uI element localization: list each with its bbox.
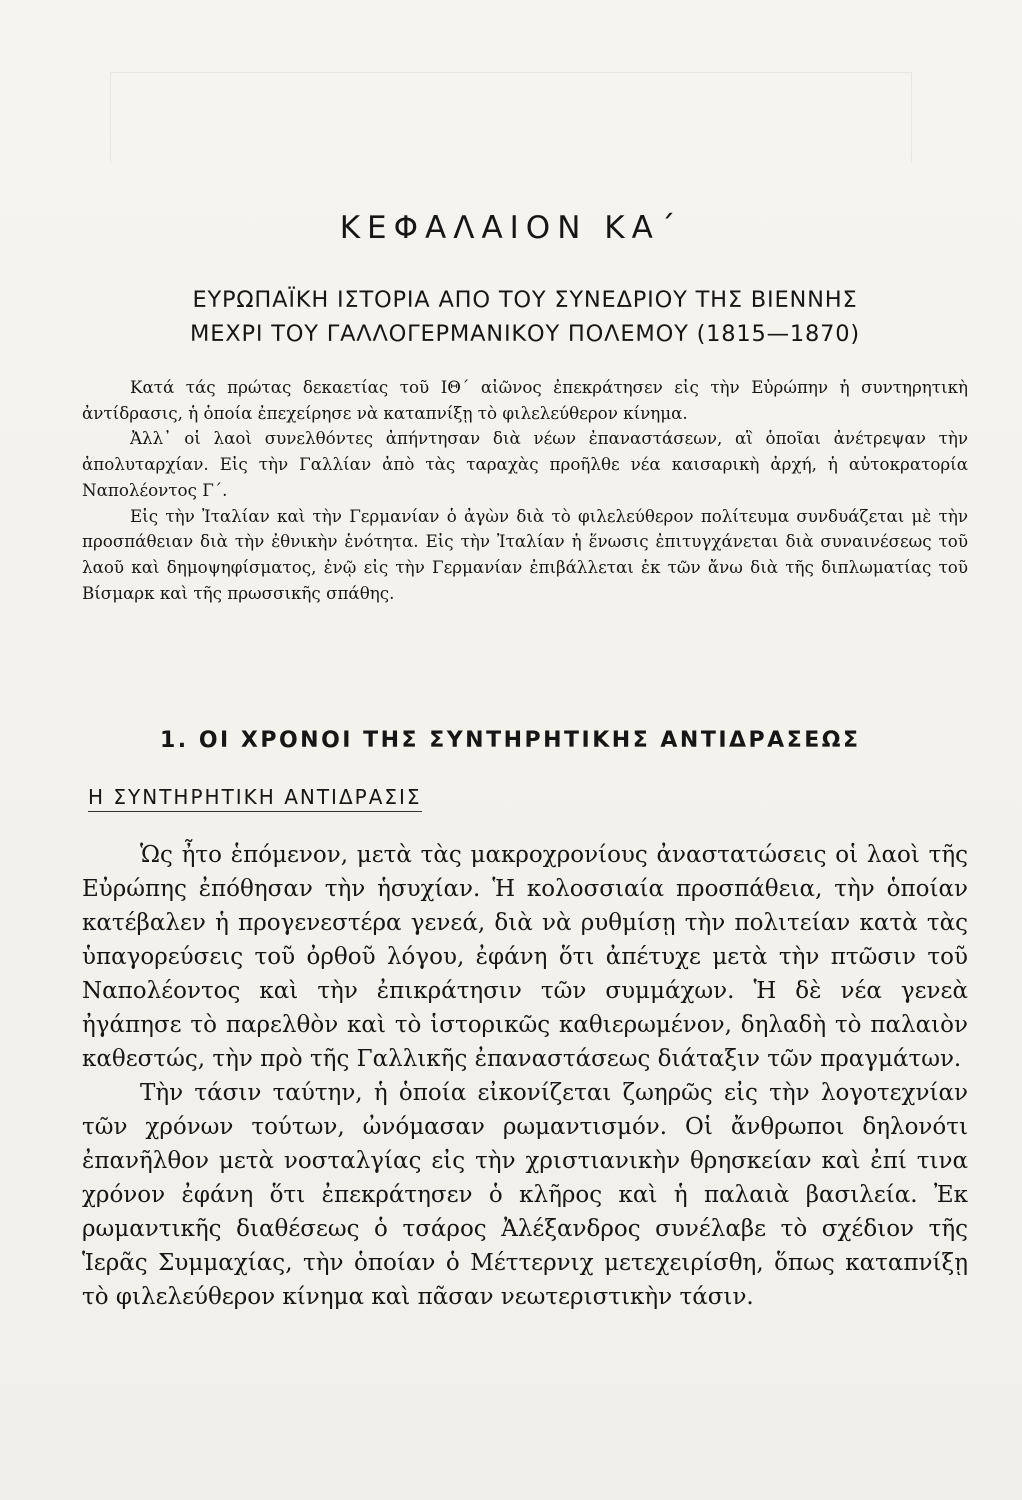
chapter-summary	[82, 375, 968, 606]
body-paragraph: Ὡς ἦτο ἑπόμενον, μετὰ τὰς μακροχρονίους ἀναστατώσεις οἱ λαοὶ τῆς Εὐρώπης ἐπόθησαν τὴν ἡσυχίαν. Ἡ κολοσσιαία προσπάθεια, τὴν ὁποίαν κατέβαλεν ἡ προγενεστέρα γενεά, διὰ νὰ ρυθμίσῃ τὴν πολιτείαν κατὰ τὰς ὑπαγορεύσεις τοῦ ὀρθοῦ λόγου, ἐφάνη ὅτι ἀπέτυχε μετὰ τὴν πτῶσιν τοῦ Ναπολέοντος καὶ τὴν ἐπικράτησιν τῶν συμμάχων. Ἡ δὲ νέα γενεὰ ἠγάπησε τὸ παρελθὸν καὶ τὸ ἱστορικῶς καθιερωμένον, δηλαδὴ τὸ παλαιὸν καθεστώς, τὴν πρὸ τῆς Γαλλικῆς ἐπαναστάσεως διάταξιν τῶν πραγμάτων.	[82, 842, 968, 1072]
faint-show-through-frame	[110, 72, 912, 163]
chapter-title: ΚΕΦΑΛΑΙΟΝ ΚΑ΄	[339, 210, 683, 246]
summary-paragraph: Ἀλλ᾽ οἱ λαοὶ συνελθόντες ἀπήντησαν διὰ νέων ἐπαναστάσεων, αἳ ὁποῖαι ἀνέτρεψαν τὴν ἀπολυταρχίαν. Εἰς τὴν Γαλλίαν ἀπὸ τὰς ταραχὰς προῆλθε νέα καισαρικὴ ἀρχή, ἡ αὐτοκρατορία Ναπολέοντος Γ΄.	[82, 428, 968, 500]
chapter-subtitle-line-2: ΜΕΧΡΙ ΤΟΥ ΓΑΛΛΟΓΕΡΜΑΝΙΚΟΥ ΠΟΛΕΜΟΥ (1815—1870)	[190, 321, 860, 347]
body-paragraph: Τὴν τάσιν ταύτην, ἡ ὁποία εἰκονίζεται ζωηρῶς εἰς τὴν λογοτεχνίαν τῶν χρόνων τούτων, ὠνόμασαν ρωμαντισμόν. Οἱ ἄνθρωποι δηλονότι ἐπανῆλθον μετὰ νοσταλγίας εἰς τὴν χριστιανικὴν θρησκείαν καὶ ἐπί τινα χρόνον ἐφάνη ὅτι ἐπεκράτησεν ὁ κλῆρος καὶ ἡ παλαιὰ βασιλεία. Ἐκ ρωμαντικῆς διαθέσεως ὁ τσάρος Ἀλέξανδρος συνέλαβε τὸ σχέδιον τῆς Ἱερᾶς Συμμαχίας, τὴν ὁποίαν ὁ Μέττερνιχ μετεχειρίσθη, ὅπως καταπνίξῃ τὸ φιλελεύθερον κίνημα καὶ πᾶσαν νεωτεριστικὴν τάσιν.	[82, 1080, 968, 1310]
section-body	[82, 838, 968, 1314]
section-heading: 1. ΟΙ ΧΡΟΝΟΙ ΤΗΣ ΣΥΝΤΗΡΗΤΙΚΗΣ ΑΝΤΙΔΡΑΣΕΩΣ	[160, 728, 861, 753]
summary-paragraph: Εἰς τὴν Ἰταλίαν καὶ τὴν Γερμανίαν ὁ ἀγὼν διὰ τὸ φιλελεύθερον πολίτευμα συνδυάζεται μὲ τὴν προσπάθειαν διὰ τὴν ἐθνικὴν ἑνότητα. Εἰς τὴν Ἰταλίαν ἡ ἕνωσις ἐπιτυγχάνεται διὰ συναινέσεως τοῦ λαοῦ καὶ δημοψηφίσματος, ἐνῷ εἰς τὴν Γερμανίαν ἐπιβάλλεται ἐκ τῶν ἄνω διὰ τῆς διπλωματίας τοῦ Βίσμαρκ καὶ τῆς πρωσσικῆς σπάθης.	[82, 505, 968, 603]
summary-paragraph: Κατά τάς πρώτας δεκαετίας τοῦ ΙΘ΄ αἰῶνος ἐπεκράτησεν εἰς τὴν Εὐρώπην ἡ συντηρητικὴ ἀντίδρασις, ἡ ὁποία ἐπεχείρησε νὰ καταπνίξῃ τὸ φιλελεύθερον κίνημα.	[82, 377, 968, 423]
chapter-subtitle	[82, 283, 968, 351]
chapter-subtitle-line-1: ΕΥΡΩΠΑΪΚΗ ΙΣΤΟΡΙΑ ΑΠΟ ΤΟΥ ΣΥΝΕΔΡΙΟΥ ΤΗΣ ΒΙΕΝΝΗΣ	[192, 287, 858, 313]
subsection-heading: Η ΣΥΝΤΗΡΗΤΙΚΗ ΑΝΤΙΔΡΑΣΙΣ	[88, 785, 422, 812]
